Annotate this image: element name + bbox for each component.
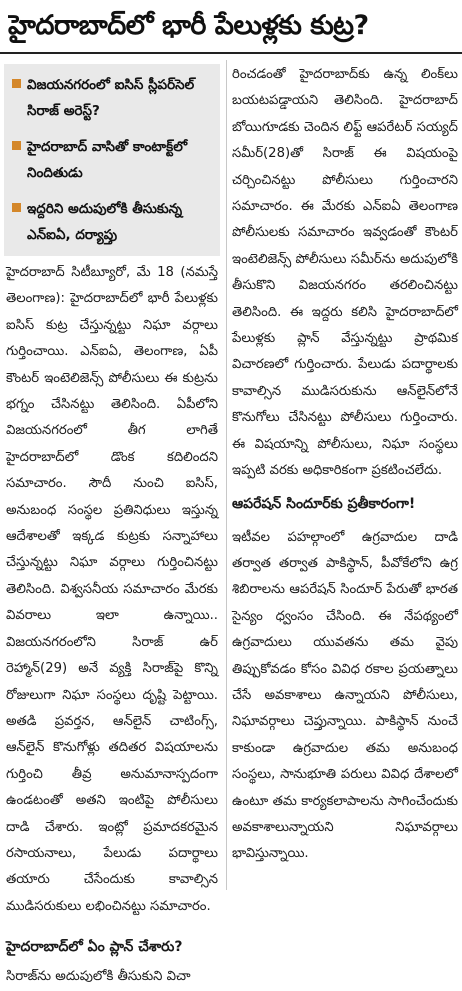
left-column bbox=[0, 64, 222, 991]
square-bullet-icon bbox=[12, 79, 21, 88]
highlights-box bbox=[4, 64, 220, 256]
subheading: ఆపరేషన్‌ సిందూర్‌కు ప్రతీకారంగా! bbox=[232, 495, 416, 512]
subheading: హైదరాబాద్‌లో ఏం ప్లాన్‌ చేశారు? bbox=[6, 939, 183, 956]
highlight-text: ఇద్దరిని అదుపులోకి తీసుకున్న ఎన్‌ఐఏ, దర్యాప్తు bbox=[27, 201, 183, 243]
square-bullet-icon bbox=[12, 141, 21, 150]
body-paragraph: సిరాజ్‌ను అదుపులోకి తీసుకుని విచా bbox=[6, 969, 191, 985]
highlight-item bbox=[12, 134, 214, 186]
right-column bbox=[232, 62, 458, 868]
highlight-text: హైదరాబాద్‌ వాసితో కాంటాక్ట్‌లో నిందితుడు bbox=[27, 139, 188, 181]
headline: హైదరాబాద్‌లో భారీ పేలుళ్లకు కుట్ర? bbox=[8, 10, 369, 41]
highlight-item bbox=[12, 196, 214, 248]
highlight-text: విజయనగరంలో ఐసిస్‌ స్లీపర్‌సెల్‌ సిరాజ్‌ అరెస్ట్‌? bbox=[27, 77, 195, 119]
body-paragraph: ఇటీవల పహల్గాంలో ఉగ్రవాదుల దాడి తర్వాత తర్వాత పాకిస్థాన్‌, పీవోకేలోని ఉగ్ర శిబిరాలను ఆపరేషన్‌ సిందూర్‌ పేరుతో భారత సైన్యం ధ్వంసం చేసింది. ఈ నేపథ్యంలో ఉగ్రవాదులు యువతను తమ వైపు తిప్పుకోవడం కోసం వివిధ రకాల ప్రయత్నాలు చేసే అవకాశాలు ఉన్నాయని పోలీసులు, నిఘావర్గాలు చెప్తున్నాయి. పాకిస్థాన్‌ నుంచే కాకుండా ఉగ్రవాదుల తమ అనుబంధ సంస్థలు, సానుభూతి పరులు వివిధ దేశాలలో ఉంటూ తమ కార్యకలాపాలను సాగించేందుకు అవకాశాలున్నాయని నిఘావర్గాలు భావిస్తున్నాయి. bbox=[232, 529, 458, 862]
body-paragraph: రించడంతో హైదరాబాద్‌కు ఉన్న లింక్‌లు బయటపడ్డాయని తెలిసింది. హైదరాబాద్‌ బోయిగూడకు చెందిన లిఫ్ట్‌ ఆపరేటర్‌ సయ్యద్‌ సమీర్‌(28)తో సిరాజ్‌ ఈ విషయంపై చర్చించినట్టు పోలీసులు గుర్తించారని సమాచారం. ఈ మేరకు ఎన్‌ఐఏ తెలంగాణ పోలీసులకు సమాచారం ఇవ్వడంతో కౌంటర్‌ ఇంటెలిజెన్స్‌ పోలీసులు సమీర్‌ను అదుపులోకి తీసుకొని విజయనగరం తరలించినట్టు తెలిసింది. ఈ ఇద్దరు కలిసి హైదరాబాద్‌లో పేలుళ్లకు ప్లాన్‌ వేస్తున్నట్టు ప్రాథమిక విచారణలో గుర్తించారు. పేలుడు పదార్థాలకు కావాల్సిన ముడిసరుకును ఆన్‌లైన్‌లోనే కొనుగోలు చేసినట్టు పోలీసులు గుర్తించారు. ఈ విషయాన్ని పోలీసులు, నిఘా సంస్థలు ఇప్పటి వరకు అధికారికంగా ప్రకటించలేదు. bbox=[232, 67, 458, 479]
square-bullet-icon bbox=[12, 203, 21, 212]
highlight-item bbox=[12, 72, 214, 124]
headline-rule bbox=[0, 52, 462, 54]
column-divider bbox=[226, 60, 227, 890]
body-paragraph: హైదరాబాద్‌ సిటీబ్యూరో, మే 18 (నమస్తే తెలంగాణ): హైదరాబాద్‌లో భారీ పేలుళ్లకు ఐసిస్‌ కుట్ర చేస్తున్నట్టు నిఘా వర్గాలు గుర్తించాయి. ఎన్‌ఐఏ, తెలంగాణ, ఏపీ కౌంటర్‌ ఇంటెలిజెన్స్‌ పోలీసులు ఈ కుట్రను భగ్నం చేసినట్టు తెలిసింది. ఏపీలోని విజయనగరంలో తీగ లాగితే హైదరాబాద్‌లో డొంక కదిలిందని సమాచారం. సౌదీ నుంచి ఐసిస్‌, అనుబంధ సంస్థల ప్రతినిధులు ఇస్తున్న ఆదేశాలతో ఇక్కడ కుట్రకు సన్నాహాలు చేస్తున్నట్టు నిఘా వర్గాలు గుర్తించినట్టు తెలిసింది. విశ్వసనీయ సమాచారం మేరకు వివరాలు ఇలా ఉన్నాయి.. విజయనగరంలోని సిరాజ్‌ ఉర్‌ రెహ్మాన్‌(29) అనే వ్యక్తి సిరాజ్‌పై కొన్ని రోజులుగా నిఘా సంస్థలు దృష్టి పెట్టాయి. అతడి ప్రవర్తన, ఆన్‌లైన్‌ చాటింగ్స్‌, ఆన్‌లైన్‌ కొనుగోళ్లు తదితర విషయాలను గుర్తించి తీవ్ర అనుమానాస్పదంగా ఉండటంతో అతని ఇంటిపై పోలీసులు దాడి చేశారు. ఇంట్లో ప్రమాదకరమైన రసాయనాలు, పేలుడు పదార్థాలు తయారు చేసేందుకు కావాల్సిన ముడిసరుకులు లభించినట్టు సమాచారం. bbox=[6, 265, 218, 914]
